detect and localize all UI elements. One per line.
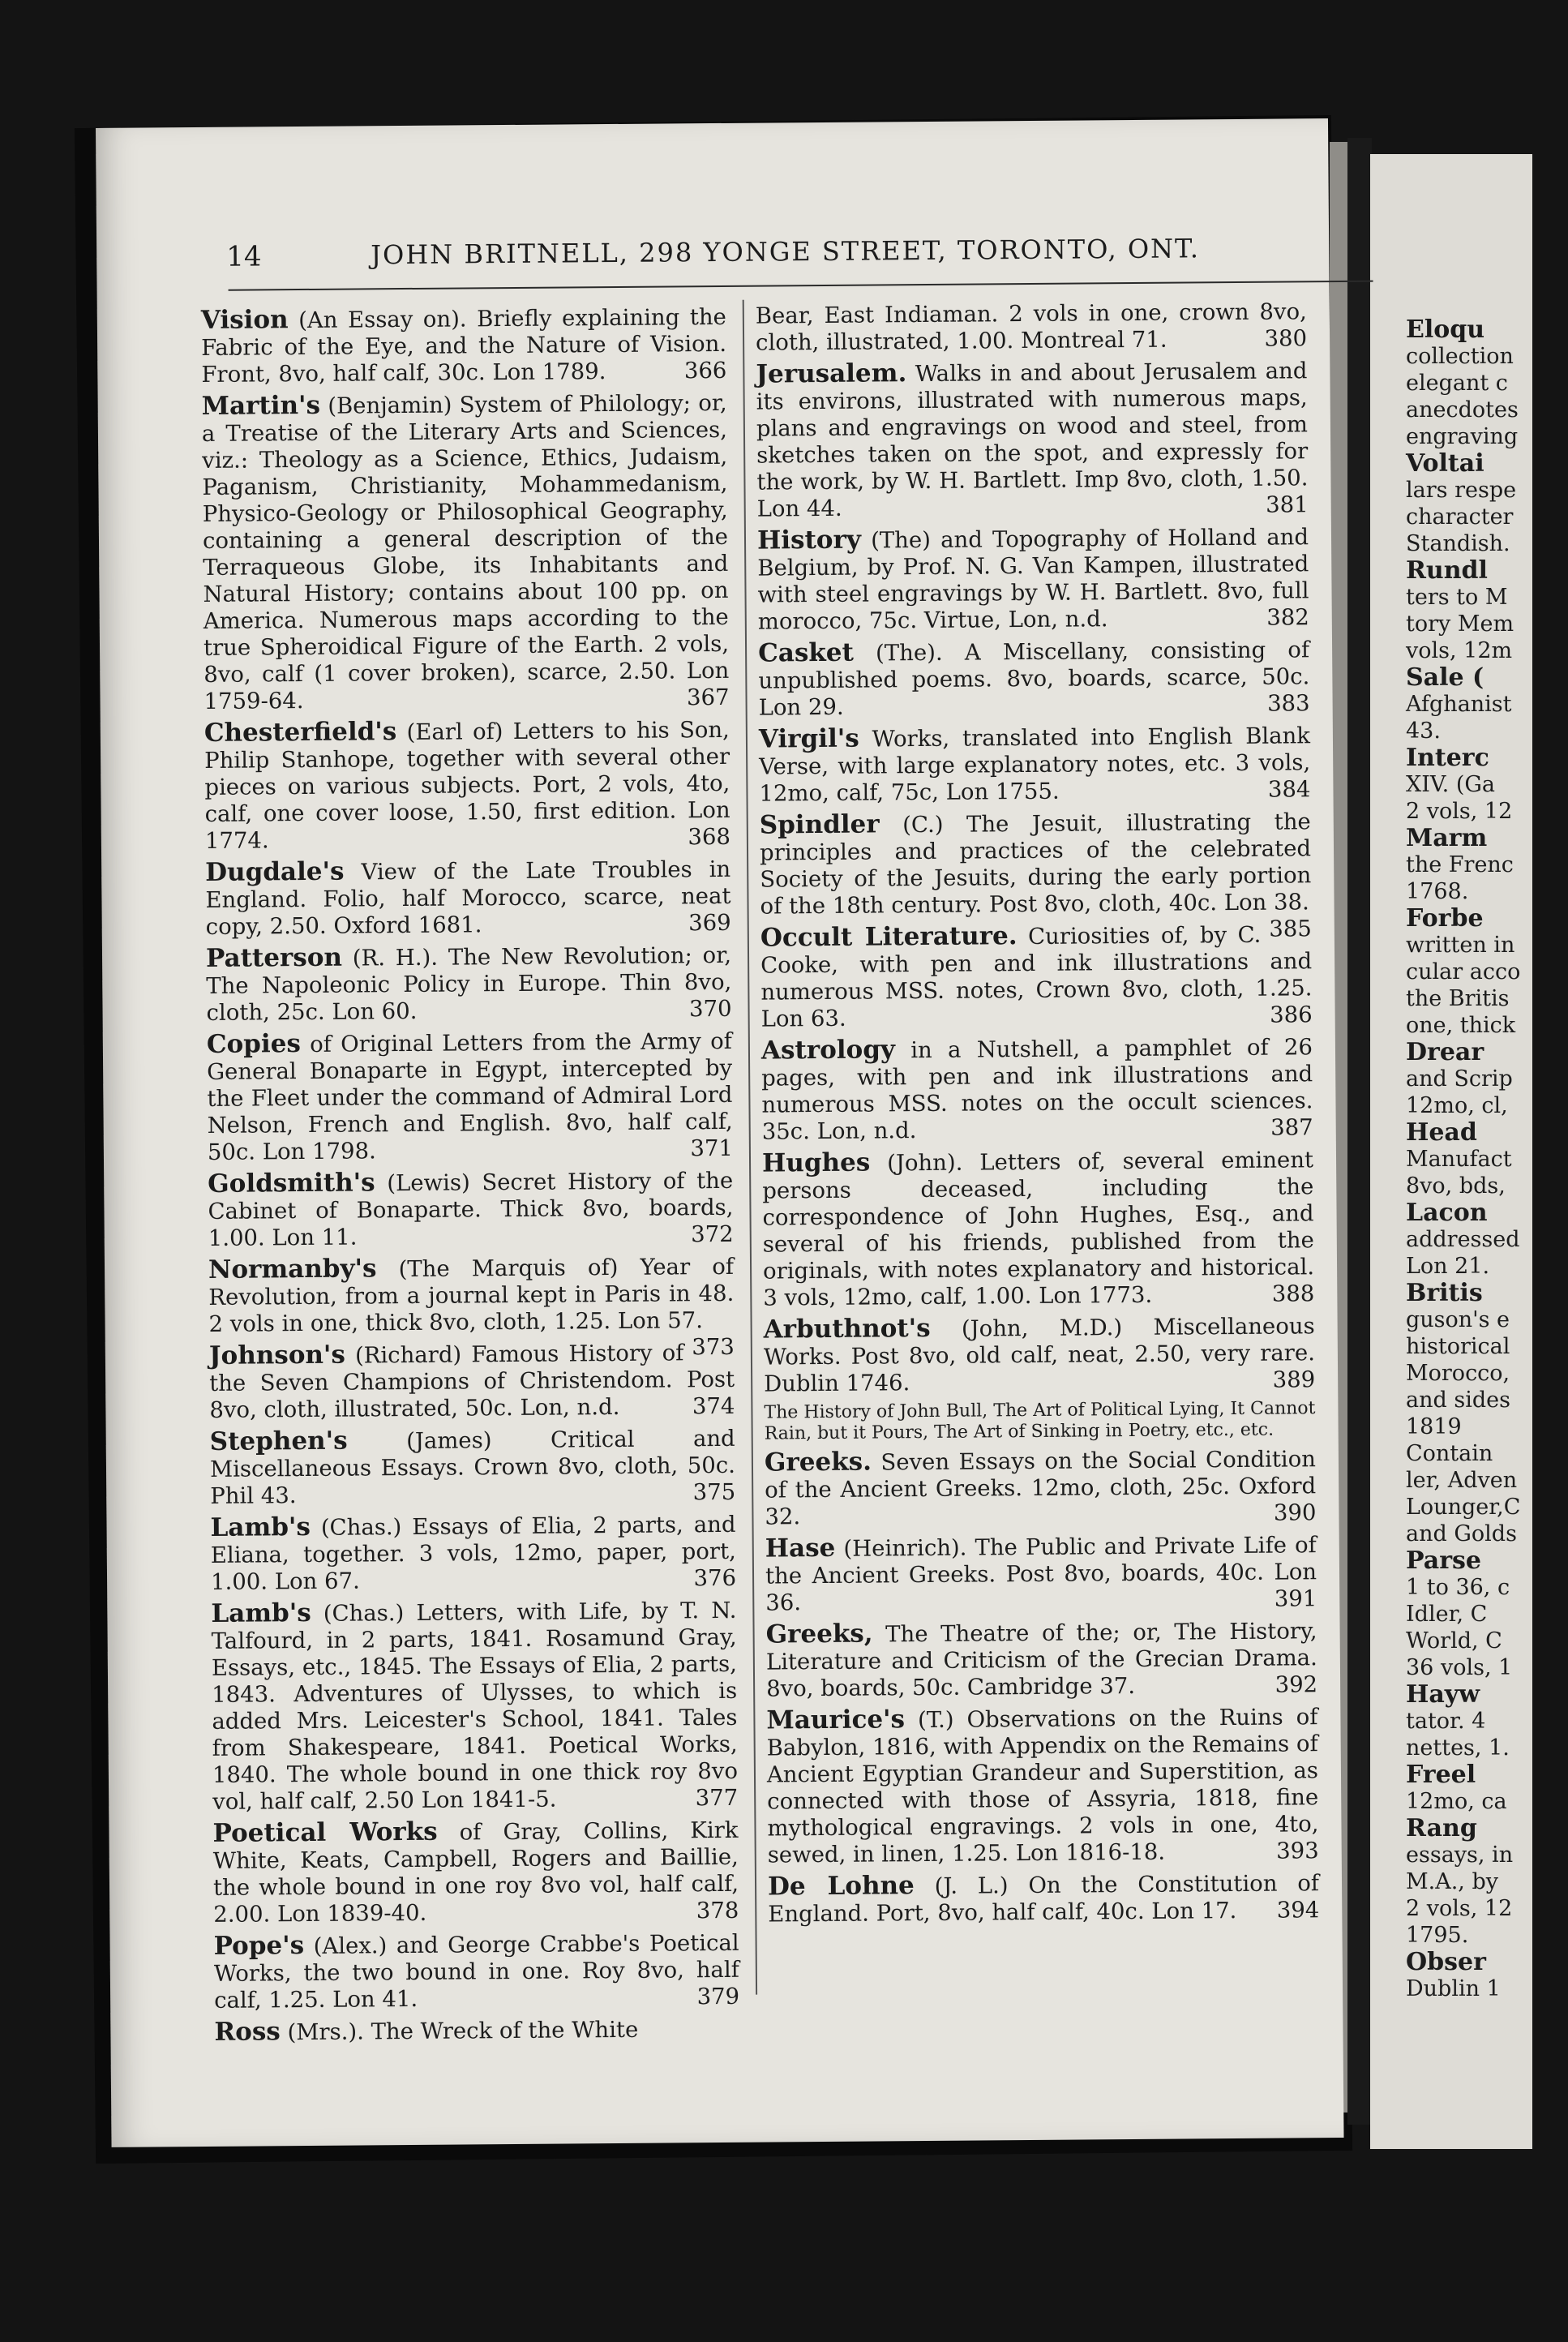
entry-heading: Virgil's — [758, 723, 859, 754]
running-header — [226, 232, 1369, 290]
catalogue-entry — [214, 2015, 739, 2047]
next-page-fragment — [1406, 1975, 1568, 2002]
fragment-text: the Frenc — [1406, 852, 1514, 877]
entry-text: (Chas.) Essays of Elia, 2 parts, and Eliana, together. 3 vols, 12mo, paper, port, 1.00. Lon 67. — [210, 1511, 736, 1595]
catalogue-entry — [211, 1597, 738, 1816]
next-page-fragment — [1406, 1868, 1568, 1895]
entry-number: 389 — [1272, 1366, 1316, 1393]
catalogue-entry — [765, 1445, 1317, 1530]
entry-text: in a Nutshell, a pamphlet of 26 pages, with pen and ink illustrations and numerous MSS. notes on the occult sciences. 35c. Lon, n.d. — [761, 1034, 1313, 1145]
fragment-text: Afghanist — [1406, 692, 1512, 717]
next-page-fragment — [1406, 691, 1568, 718]
entry-text: Works, translated into English Blank Verse, with large explanatory notes, etc. 3 vols, 12mo, calf, 75c, Lon 1755. — [759, 723, 1311, 807]
catalogue-entry — [213, 1929, 739, 2014]
next-page-fragment — [1406, 1494, 1568, 1521]
catalogue-entry — [756, 357, 1309, 522]
entry-number: 371 — [690, 1135, 734, 1162]
entry-number: 372 — [691, 1220, 734, 1248]
fragment-text: ters to M — [1406, 585, 1508, 610]
right-column — [756, 298, 1320, 1932]
next-page-fragment — [1406, 664, 1568, 692]
entry-heading: Copies — [206, 1029, 302, 1059]
fragment-text: 43. — [1406, 718, 1441, 744]
entry-text: (Mrs.). The Wreck of the White — [280, 2016, 639, 2046]
next-page-fragment — [1406, 637, 1568, 664]
fragment-text: tory Mem — [1406, 611, 1514, 637]
entry-number: 375 — [692, 1478, 736, 1506]
entry-text: Seven Essays on the Social Condition of the Ancient Greeks. 12mo, cloth, 25c. Oxford 32. — [765, 1446, 1317, 1530]
entry-heading: Johnson's — [208, 1340, 346, 1370]
entry-text: The History of John Bull, The Art of Political Lying, It Cannot Rain, but it Pours, The Art of Sinking in Poetry, etc., etc. — [764, 1398, 1316, 1444]
catalogue-entry — [757, 523, 1309, 635]
fragment-text: Freel — [1406, 1761, 1476, 1789]
next-page-fragment — [1406, 1440, 1568, 1467]
entry-number: 370 — [688, 995, 732, 1023]
fragment-text: Hayw — [1406, 1680, 1480, 1709]
entry-text: (Benjamin) System of Philology; or, a Treatise of the Literary Arts and Sciences, viz.: Theology as a Science, Ethics, Judaism, Paganism, Christianity, Mohammedanism, Physico-Geology or Philosophical Geography, containing a general description of the Terraqueous Globe, its Inhabitants and Natural History; contains about 100 pp. on America. Numerous maps according to the true Spheroidical Figure of the Earth. 2 vols, 8vo, calf (1 cover broken), scarce, 2.50. Lon 1759-64. — [201, 389, 730, 714]
fragment-text: Britis — [1406, 1279, 1483, 1307]
next-page-fragment — [1406, 1601, 1568, 1628]
fragment-text: Lounger,C — [1406, 1495, 1521, 1520]
fragment-text: Forbe — [1406, 904, 1484, 933]
entry-text: (The Marquis of) Year of Revolution, from a journal kept in Paris in 48. 2 vols in one, thick 8vo, cloth, 1.25. Lon 57. — [208, 1253, 735, 1337]
fragment-text: one, thick — [1406, 1013, 1516, 1038]
catalogue-entry — [210, 1425, 736, 1510]
next-page-fragment — [1406, 1226, 1568, 1253]
fragment-text: 2 vols, 12 — [1406, 799, 1513, 824]
fragment-text: engraving — [1406, 424, 1519, 449]
entry-text: (Earl of) Letters to his Son, Philip Stanhope, together with several other pieces on various subjects. Port, 2 vols, 4to, calf, one cover loose, 1.50, first edition. Lon 1774. — [204, 716, 730, 854]
catalogue-entry — [768, 1869, 1320, 1928]
entry-number: 388 — [1271, 1280, 1315, 1307]
fragment-text: elegant c — [1406, 371, 1508, 396]
fragment-text: lars respe — [1406, 478, 1517, 503]
fragment-text: Parse — [1406, 1546, 1481, 1575]
fragment-text: Drear — [1406, 1038, 1484, 1066]
next-page-fragment — [1406, 1815, 1568, 1842]
catalogue-entry — [765, 1531, 1317, 1616]
next-page-fragment — [1406, 1467, 1568, 1494]
fragment-text: Rundl — [1406, 556, 1488, 585]
catalogue-entry — [204, 716, 730, 855]
entry-heading: Greeks. — [764, 1447, 872, 1478]
next-page-fragment — [1406, 1735, 1568, 1761]
next-page-fragment — [1406, 959, 1568, 985]
entry-heading: Arbuthnot's — [763, 1313, 931, 1345]
fragment-text: Lacon — [1406, 1199, 1488, 1227]
fragment-text: Voltai — [1406, 449, 1484, 478]
entry-number: 367 — [686, 684, 730, 711]
entry-text: (John). Letters of, several eminent persons deceased, including the correspondence of John Hughes, Esq., and several of his friends, published from the originals, with notes explanatory and historical. 3 vols, 12mo, calf, 1.00. Lon 1773. — [762, 1147, 1315, 1311]
fragment-text: addressed — [1406, 1227, 1520, 1252]
next-page-fragment — [1406, 985, 1568, 1012]
next-page-fragment — [1406, 1387, 1568, 1413]
next-page-fragment — [1406, 825, 1568, 852]
fragment-text: Morocco, — [1406, 1361, 1510, 1386]
catalogue-page — [96, 118, 1344, 2147]
catalogue-entry — [208, 1167, 734, 1252]
entry-heading: Normanby's — [208, 1254, 377, 1285]
catalogue-entry — [762, 1146, 1315, 1311]
entry-number: 381 — [1266, 491, 1309, 518]
entry-text: (Heinrich). The Public and Private Life of the Ancient Greeks. Post 8vo, boards, 40c. Lon 36. — [765, 1532, 1317, 1616]
next-page-fragment — [1406, 1333, 1568, 1360]
entry-heading: Jerusalem. — [756, 358, 907, 389]
entry-number: 386 — [1270, 1002, 1313, 1028]
entry-heading: Poetical Works — [212, 1817, 438, 1848]
next-page-fragment — [1406, 343, 1568, 370]
next-page-fragment — [1406, 1039, 1568, 1066]
entry-text: of Original Letters from the Army of General Bonaparte in Egypt, intercepted by the Fleet under the command of Admiral Lord Nelson, French and English. 8vo, half calf, 50c. Lon 1798. — [207, 1027, 733, 1165]
next-page-fragment — [1406, 316, 1568, 344]
entry-text: View of the Late Troubles in England. Folio, half Morocco, scarce, neat copy, 2.50. Oxford 1681. — [205, 856, 731, 940]
entry-heading: Maurice's — [766, 1705, 906, 1735]
next-page-fragment — [1406, 1681, 1568, 1709]
fragment-text: M.A., by — [1406, 1869, 1499, 1894]
fragment-text: 12mo, cl, — [1406, 1093, 1508, 1118]
next-page-fragment — [1406, 1119, 1568, 1147]
fragment-text: Sale ( — [1406, 663, 1484, 692]
entry-text: The Theatre of the; or, The History, Literature and Criticism of the Grecian Drama. 8vo, boards, 50c. Cambridge 37. — [765, 1618, 1317, 1702]
next-page-fragment — [1406, 744, 1568, 772]
entry-heading: Patterson — [205, 942, 343, 973]
next-page-fragment — [1406, 611, 1568, 637]
entry-text: Curiosities of, by C. Cooke, with pen and ink illustrations and numerous MSS. notes, Crown 8vo, cloth, 1.25. Lon 63. — [760, 921, 1313, 1032]
fragment-text: 1768. — [1406, 879, 1469, 904]
fragment-text: anecdotes — [1406, 397, 1519, 423]
entry-number: 378 — [696, 1897, 739, 1924]
entry-text: (An Essay on). Briefly explaining the Fabric of the Eye, and the Nature of Vision. Front, 8vo, half calf, 30c. Lon 1789. — [201, 303, 727, 388]
entry-text: (Chas.) Letters, with Life, by T. N. Talfourd, in 2 parts, 1841. Rosamund Gray, Essays, etc., 1845. The Essays of Elia, 2 parts, 1843. Adventures of Ulysses, to which is added Mrs. Leicester's School, 1841. Tales from Shakespeare, 1841. Poetical Works, 1840. The whole bound in one thick roy 8vo vol, half calf, 2.50 Lon 1841-5. — [211, 1597, 739, 1815]
entry-heading: Hase — [765, 1533, 836, 1563]
next-page-fragment — [1406, 1949, 1568, 1976]
next-page-fragment — [1406, 504, 1568, 530]
header-title: JOHN BRITNELL, 298 YONGE STREET, TORONTO, ONT. — [371, 233, 1201, 271]
entry-text: (J. L.) On the Constitution of England. Port, 8vo, half calf, 40c. Lon 17. — [768, 1870, 1320, 1928]
catalogue-entry — [205, 856, 731, 941]
entry-heading: Astrology — [760, 1035, 896, 1066]
entry-heading: Goldsmith's — [208, 1168, 375, 1199]
catalogue-entry — [209, 1339, 735, 1424]
fragment-text: Obser — [1406, 1948, 1486, 1976]
entry-heading: Stephen's — [209, 1426, 348, 1456]
entry-heading: Greeks, — [765, 1619, 873, 1649]
entry-heading: History — [756, 525, 862, 555]
fragment-text: Eloqu — [1406, 315, 1485, 344]
entry-number: 377 — [695, 1784, 739, 1812]
next-page-fragment — [1406, 1922, 1568, 1949]
catalogue-entry — [766, 1703, 1319, 1868]
entry-text: (John, M.D.) Miscellaneous Works. Post 8vo, old calf, neat, 2.50, very rare. Dublin 1746. — [763, 1313, 1316, 1397]
fragment-text: 1819 — [1406, 1414, 1462, 1439]
fragment-text: historical — [1406, 1334, 1510, 1359]
next-page-fragment — [1406, 530, 1568, 557]
entry-number: 391 — [1274, 1585, 1317, 1612]
entry-number: 392 — [1275, 1671, 1318, 1698]
next-page-fragment — [1406, 718, 1568, 744]
entry-number: 369 — [688, 909, 731, 937]
next-page-fragment — [1406, 1842, 1568, 1868]
entry-heading: Ross — [214, 2017, 281, 2047]
entry-number: 373 — [692, 1333, 735, 1361]
entry-text: (C.) The Jesuit, illustrating the principles and practices of the celebrated Society of the Jesuits, during the early portion of the 18th century. Post 8vo, cloth, 40c. Lon 38. — [759, 809, 1312, 920]
catalogue-entry — [201, 303, 727, 388]
entry-text: (Alex.) and George Crabbe's Poetical Works, the two bound in one. Roy 8vo, half calf, 1.25. Lon 41. — [213, 1929, 739, 2014]
catalogue-entry — [212, 1817, 739, 1928]
fragment-text: World, C — [1406, 1628, 1502, 1654]
next-page-fragment — [1406, 1895, 1568, 1922]
catalogue-entry — [756, 298, 1307, 356]
catalogue-entry — [760, 920, 1313, 1032]
next-page-fragment — [1406, 1146, 1568, 1173]
entry-number: 383 — [1266, 690, 1310, 717]
entry-number: 366 — [683, 357, 727, 384]
fragment-text: Head — [1406, 1118, 1477, 1147]
next-page-fragment — [1406, 932, 1568, 959]
next-page-fragment — [1406, 1413, 1568, 1440]
entry-number: 374 — [692, 1392, 735, 1420]
catalogue-entry — [207, 1027, 733, 1166]
entry-heading: Lamb's — [211, 1598, 311, 1628]
fragment-text: Manufact — [1406, 1147, 1512, 1172]
next-page-fragment — [1406, 878, 1568, 905]
fragment-text: 1 to 36, c — [1406, 1575, 1510, 1600]
entry-number: 376 — [693, 1564, 737, 1592]
fragment-text: and Golds — [1406, 1521, 1517, 1546]
next-page-fragment — [1406, 851, 1568, 878]
fragment-text: XIV. (Ga — [1406, 772, 1496, 797]
fragment-text: the Britis — [1406, 986, 1510, 1011]
entry-text: (The) and Topography of Holland and Belgium, by Prof. N. G. Van Kampen, illustrated with steel engravings by W. H. Bartlett. 8vo, full morocco, 75c. Virtue, Lon, n.d. — [757, 524, 1309, 635]
entry-heading: Casket — [757, 637, 854, 668]
column-rule — [743, 300, 757, 1995]
fragment-text: and Scrip — [1406, 1066, 1513, 1092]
fragment-text: Dublin 1 — [1406, 1976, 1501, 2001]
catalogue-entry — [765, 1617, 1317, 1702]
next-page-fragment — [1406, 450, 1568, 478]
next-page-fragment — [1406, 905, 1568, 933]
fragment-text: Idler, C — [1406, 1602, 1488, 1627]
book-gutter — [1347, 138, 1372, 2125]
entry-number: 387 — [1270, 1114, 1313, 1141]
entry-text: (James) Critical and Miscellaneous Essays. Crown 8vo, cloth, 50c. Phil 43. — [209, 1425, 736, 1509]
entry-number: 390 — [1273, 1499, 1317, 1526]
entry-heading: Lamb's — [210, 1512, 311, 1542]
entry-number: 382 — [1266, 604, 1309, 631]
next-page-fragment — [1406, 1306, 1568, 1333]
entry-number: 368 — [688, 823, 731, 851]
next-page-fragment — [1406, 1521, 1568, 1547]
entry-text: of Gray, Collins, Kirk White, Keats, Campbell, Rogers and Baillie, the whole bound in one roy 8vo vol, half calf, 2.00. Lon 1839-40. — [212, 1817, 739, 1928]
catalogue-entry — [764, 1398, 1315, 1444]
entry-number: 393 — [1276, 1838, 1319, 1864]
catalogue-entry — [759, 722, 1311, 807]
next-page-fragment — [1406, 1253, 1568, 1280]
fragment-text: 8vo, bds, — [1406, 1173, 1506, 1199]
catalogue-entry — [210, 1511, 736, 1596]
entry-heading: Pope's — [213, 1931, 305, 1961]
catalogue-entry — [764, 1312, 1316, 1397]
catalogue-entry — [206, 942, 732, 1027]
next-page-fragment — [1406, 1654, 1568, 1681]
entry-text: (Lewis) Secret History of the Cabinet of Bonaparte. Thick 8vo, boards, 1.00. Lon 11. — [208, 1167, 734, 1251]
entry-number: 384 — [1267, 776, 1311, 803]
next-page-fragment — [1406, 397, 1568, 423]
next-page-fragment — [1406, 771, 1568, 798]
catalogue-entry — [761, 1033, 1313, 1145]
entry-text: (R. H.). The New Revolution; or, The Napoleonic Policy in Europe. Thin 8vo, cloth, 25c. Lon 60. — [206, 942, 732, 1026]
next-page-fragment — [1406, 584, 1568, 611]
next-page-fragment — [1406, 1547, 1568, 1575]
fragment-text: guson's e — [1406, 1307, 1510, 1332]
next-page-fragment — [1406, 798, 1568, 825]
fragment-text: tator. 4 — [1406, 1709, 1486, 1734]
entry-text: (T.) Observations on the Ruins of Babylon, 1816, with Appendix on the Remains of Ancient Egyptian Grandeur and Superstition, as connected with those of Assyria, 1818, fine mythological engravings. 2 vols in one, 4to, sewed, in linen, 1.25. Lon 1816-18. — [766, 1704, 1319, 1868]
entry-heading: Occult Literature. — [760, 921, 1017, 953]
entry-heading: Spindler — [759, 809, 880, 840]
next-page-fragment — [1406, 557, 1568, 585]
entry-heading: Vision — [200, 305, 289, 335]
fragment-text: Standish. — [1406, 531, 1510, 556]
next-page-fragment — [1406, 370, 1568, 397]
fragment-text: written in — [1406, 933, 1515, 958]
entry-heading: Dugdale's — [205, 856, 345, 887]
entry-number: 385 — [1269, 916, 1312, 942]
next-page — [1370, 154, 1532, 2149]
fragment-text: character — [1406, 504, 1514, 530]
fragment-text: 1795. — [1406, 1923, 1469, 1948]
fragment-text: Contain — [1406, 1441, 1493, 1466]
entry-text: (The). A Miscellany, consisting of unpublished poems. 8vo, boards, scarce, 50c. Lon 29. — [758, 637, 1310, 721]
left-column — [201, 303, 740, 2052]
next-page-fragment — [1406, 1761, 1568, 1789]
fragment-text: cular acco — [1406, 959, 1521, 984]
fragment-text: collection — [1406, 344, 1514, 369]
next-page-fragment — [1406, 1092, 1568, 1119]
entry-text: (Richard) Famous History of the Seven Champions of Christendom. Post 8vo, cloth, illustrated, 50c. Lon, n.d. — [209, 1340, 735, 1423]
next-page-fragment — [1406, 1360, 1568, 1387]
entry-text: Walks in and about Jerusalem and its environs, illustrated with numerous maps, plans and engravings on wood and steel, from sketches taken on the spot, and expressly for the work, by W. H. Bartlett. Imp 8vo, cloth, 1.50. Lon 44. — [756, 358, 1309, 522]
next-page-fragment — [1406, 1788, 1568, 1815]
fragment-text: 2 vols, 12 — [1406, 1896, 1513, 1921]
fragment-text: and sides — [1406, 1388, 1510, 1413]
fragment-text: Marm — [1406, 824, 1488, 852]
next-page-fragment — [1406, 1574, 1568, 1601]
entry-heading: Hughes — [761, 1147, 871, 1178]
next-page-fragment — [1406, 477, 1568, 504]
fragment-text: 12mo, ca — [1406, 1789, 1507, 1814]
fragment-text: Interc — [1406, 744, 1489, 772]
next-page-fragment — [1406, 1173, 1568, 1199]
catalogue-entry — [202, 389, 730, 715]
fragment-text: Rang — [1406, 1814, 1477, 1842]
fragment-text: 36 vols, 1 — [1406, 1655, 1513, 1680]
fragment-text: nettes, 1. — [1406, 1735, 1510, 1761]
entry-number: 380 — [1264, 325, 1308, 352]
catalogue-entry — [758, 636, 1310, 721]
fragment-text: Lon 21. — [1406, 1254, 1490, 1279]
entry-number: 394 — [1276, 1897, 1320, 1924]
fragment-text: ler, Adven — [1406, 1468, 1518, 1493]
fragment-text: essays, in — [1406, 1842, 1514, 1868]
entry-heading: De Lohne — [767, 1871, 915, 1902]
page-number: 14 — [226, 240, 262, 273]
next-page-fragment — [1406, 1066, 1568, 1092]
next-page-fragment — [1406, 423, 1568, 450]
next-page-fragment — [1406, 1280, 1568, 1307]
entry-text: Bear, East Indiaman. 2 vols in one, crown 8vo, cloth, illustrated, 1.00. Montreal 71. — [755, 298, 1307, 356]
entry-number: 379 — [696, 1983, 740, 2010]
next-page-fragment — [1406, 1012, 1568, 1039]
fragment-text: vols, 12m — [1406, 638, 1513, 663]
next-page-fragment — [1406, 1708, 1568, 1735]
next-page-fragment — [1406, 1628, 1568, 1654]
entry-heading: Martin's — [201, 390, 321, 421]
entry-heading: Chesterfield's — [203, 717, 397, 748]
next-page-fragment — [1406, 1199, 1568, 1227]
